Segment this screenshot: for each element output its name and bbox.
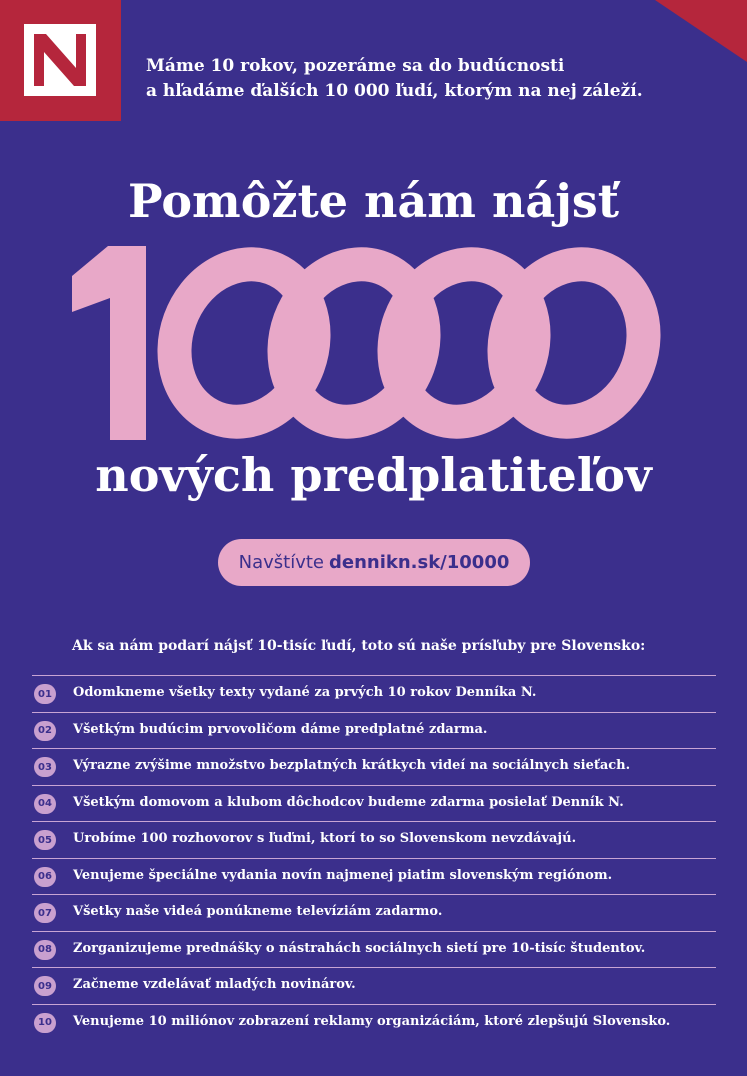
visit-link-button[interactable] [218, 539, 530, 586]
promise-text: Výrazne zvýšime množstvo bezplatných krátkych videí na sociálnych sieťach. [73, 758, 631, 773]
intro-text [146, 54, 736, 104]
promise-text: Venujeme 10 miliónov zobrazení reklamy organizáciám, ktoré zlepšujú Slovensko. [73, 1013, 671, 1029]
big-number-10000 [64, 238, 690, 444]
promise-number-badge: 01 [34, 684, 56, 704]
logo[interactable] [0, 0, 121, 121]
promise-number-badge: 09 [34, 976, 56, 996]
promise-number-badge: 08 [34, 940, 56, 960]
promise-text: Odomkneme všetky texty vydané za prvých 10 rokov Denníka N. [73, 685, 537, 700]
visit-url[interactable]: dennikn.sk/10000 [328, 552, 510, 573]
promise-number-badge: 04 [34, 794, 56, 814]
promise-number-badge: 02 [34, 721, 56, 741]
intro-line-1: Máme 10 rokov, pozeráme sa do budúcnosti [146, 56, 565, 76]
promise-text: Všetkým budúcim prvovoličom dáme predplatné zdarma. [73, 721, 488, 737]
corner-ribbon [655, 0, 747, 62]
intro-line-2: a hľadáme ďalších 10 000 ľudí, ktorým na nej záleží. [146, 81, 643, 101]
promise-text: Všetky naše videá ponúkneme televíziám zadarmo. [73, 904, 443, 919]
promise-item [32, 931, 716, 968]
promise-number-badge: 10 [34, 1013, 56, 1033]
promise-number-badge: 07 [34, 903, 56, 923]
promise-item [32, 712, 716, 749]
promise-item [32, 748, 716, 785]
promise-item [32, 858, 716, 895]
promise-item [32, 675, 716, 712]
visit-prefix: Navštívte [238, 552, 324, 573]
promise-text: Zorganizujeme prednášky o nástrahách sociálnych sietí pre 10-tisíc študentov. [73, 940, 646, 956]
promise-item [32, 967, 716, 1004]
promise-item [32, 821, 716, 858]
promise-number-badge: 03 [34, 757, 56, 777]
headline: Pomôžte nám nájsť [127, 174, 620, 228]
promise-text: Všetkým domovom a klubom dôchodcov budeme zdarma posielať Denník N. [73, 794, 624, 810]
promise-item [32, 894, 716, 931]
promise-text: Venujeme špeciálne vydania novín najmenej piatim slovenským regiónom. [73, 867, 613, 883]
subline: nových predplatiteľov [95, 448, 652, 502]
big-number-text: 10000 [64, 238, 68, 239]
promise-item [32, 1004, 716, 1041]
n-logo-icon [22, 22, 98, 98]
promises-intro: Ak sa nám podarí nájsť 10-tisíc ľudí, toto sú naše prísľuby pre Slovensko: [72, 638, 646, 654]
promise-number-badge: 05 [34, 830, 56, 850]
promise-item [32, 785, 716, 822]
promise-text: Začneme vzdelávať mladých novinárov. [73, 977, 356, 992]
promise-list [32, 675, 716, 1040]
promise-number-badge: 06 [34, 867, 56, 887]
promise-text: Urobíme 100 rozhovorov s ľuďmi, ktorí to so Slovenskom nevzdávajú. [73, 831, 577, 846]
